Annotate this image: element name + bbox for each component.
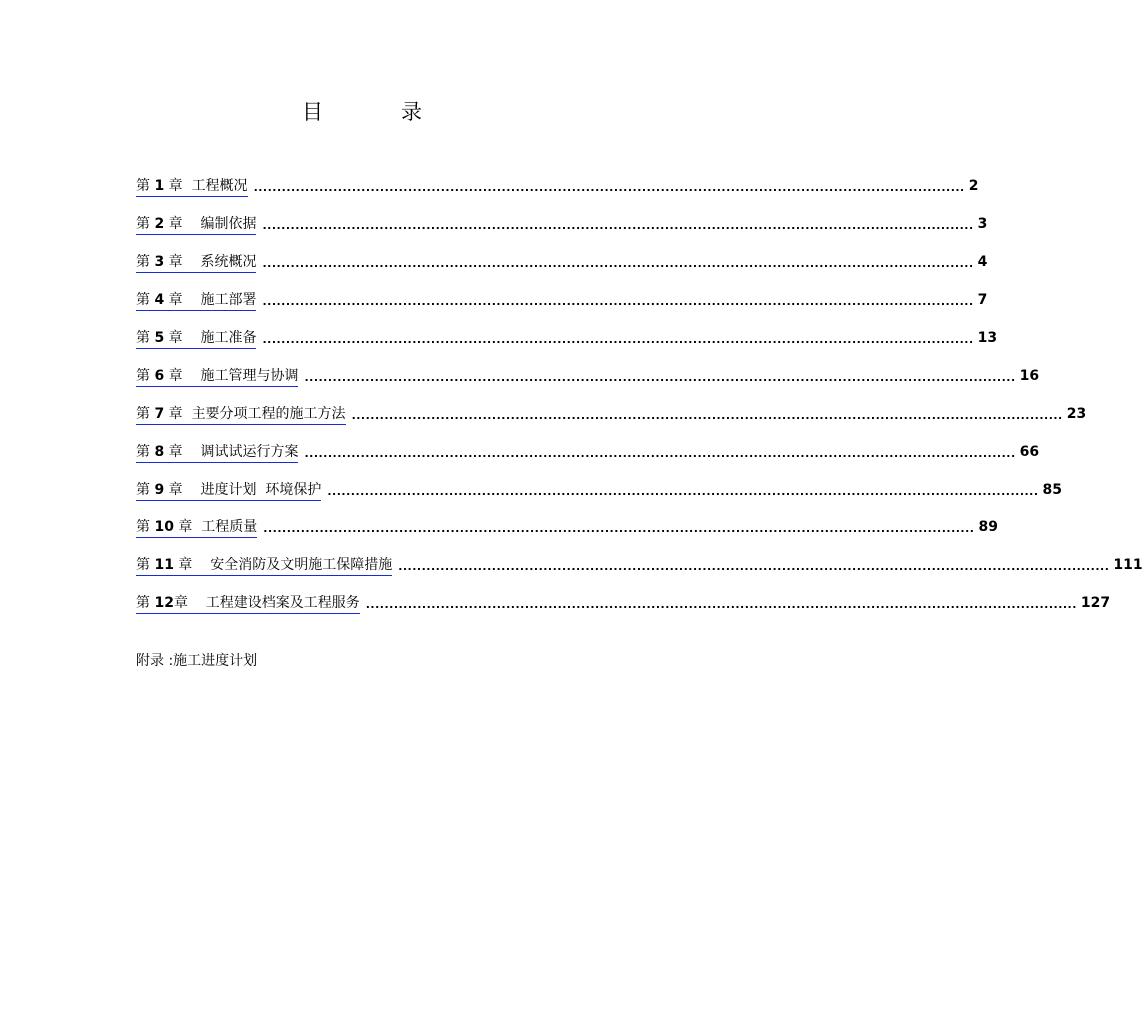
toc-leader-dots: ........................................................................................................................................................ — [365, 598, 1077, 611]
toc-leader-dots: ........................................................................................................................................................ — [304, 447, 1016, 460]
toc-entry-12[interactable] — [136, 592, 1111, 614]
toc-page-number: 4 — [977, 254, 988, 270]
toc-page-number: 2 — [968, 178, 979, 194]
toc-leader-dots: ........................................................................................................................................................ — [253, 181, 965, 194]
toc-entry-heading[interactable]: 第 12章 工程建设档案及工程服务 — [136, 594, 360, 614]
toc-page-number: 16 — [1019, 368, 1040, 384]
toc-leader-dots: ........................................................................................................................................................ — [262, 219, 974, 232]
page-title — [0, 96, 724, 126]
toc-entry-4[interactable] — [136, 289, 988, 311]
toc-entry-heading[interactable]: 第 8 章 调试试运行方案 — [136, 443, 298, 463]
toc-entry-7[interactable] — [136, 403, 1087, 425]
toc-entry-heading[interactable]: 第 4 章 施工部署 — [136, 291, 256, 311]
title-char-1: 目 — [302, 100, 323, 124]
toc-entry-10[interactable] — [136, 516, 998, 538]
toc-page-number: 66 — [1019, 444, 1040, 460]
toc-entry-heading[interactable]: 第 9 章 进度计划 环境保护 — [136, 481, 321, 501]
toc-page-number: 89 — [978, 519, 998, 535]
toc-page-number: 7 — [977, 292, 988, 308]
toc-leader-dots: ........................................................................................................................................................ — [263, 522, 975, 535]
toc-entry-3[interactable] — [136, 251, 988, 273]
toc-page-number: 111 — [1113, 557, 1143, 573]
toc-page-number: 13 — [977, 330, 998, 346]
title-char-2: 录 — [401, 100, 422, 124]
toc-entry-11[interactable] — [136, 554, 1143, 576]
toc-page-number: 3 — [977, 216, 988, 232]
toc-page-number: 23 — [1066, 406, 1087, 422]
toc-entry-heading[interactable]: 第 7 章 主要分项工程的施工方法 — [136, 405, 346, 425]
toc-leader-dots: ........................................................................................................................................................ — [304, 371, 1016, 384]
toc-leader-dots: ........................................................................................................................................................ — [351, 409, 1063, 422]
toc-entry-2[interactable] — [136, 213, 988, 235]
toc-entry-heading[interactable]: 第 5 章 施工准备 — [136, 329, 256, 349]
toc-entry-8[interactable] — [136, 441, 1040, 463]
appendix-entry[interactable]: 附录 :施工进度计划 — [136, 653, 258, 669]
toc-entry-heading[interactable]: 第 6 章 施工管理与协调 — [136, 367, 298, 387]
toc-entry-heading[interactable]: 第 10 章 工程质量 — [136, 518, 257, 538]
toc-leader-dots: ........................................................................................................................................................ — [327, 485, 1039, 498]
toc-leader-dots: ........................................................................................................................................................ — [262, 295, 974, 308]
toc-page-number: 85 — [1042, 482, 1063, 498]
toc-entry-heading[interactable]: 第 3 章 系统概况 — [136, 253, 256, 273]
toc-entry-1[interactable] — [136, 175, 979, 197]
toc-entry-9[interactable] — [136, 479, 1063, 501]
toc-page-number: 127 — [1080, 595, 1111, 611]
toc-leader-dots: ........................................................................................................................................................ — [262, 257, 974, 270]
toc-entry-heading[interactable]: 第 11 章 安全消防及文明施工保障措施 — [136, 556, 392, 576]
toc-leader-dots: ........................................................................................................................................................ — [398, 560, 1110, 573]
toc-entry-heading[interactable]: 第 2 章 编制依据 — [136, 215, 256, 235]
toc-leader-dots: ........................................................................................................................................................ — [262, 333, 974, 346]
toc-entry-6[interactable] — [136, 365, 1040, 387]
toc-entry-heading[interactable]: 第 1 章 工程概况 — [136, 177, 248, 197]
toc-entry-5[interactable] — [136, 327, 998, 349]
